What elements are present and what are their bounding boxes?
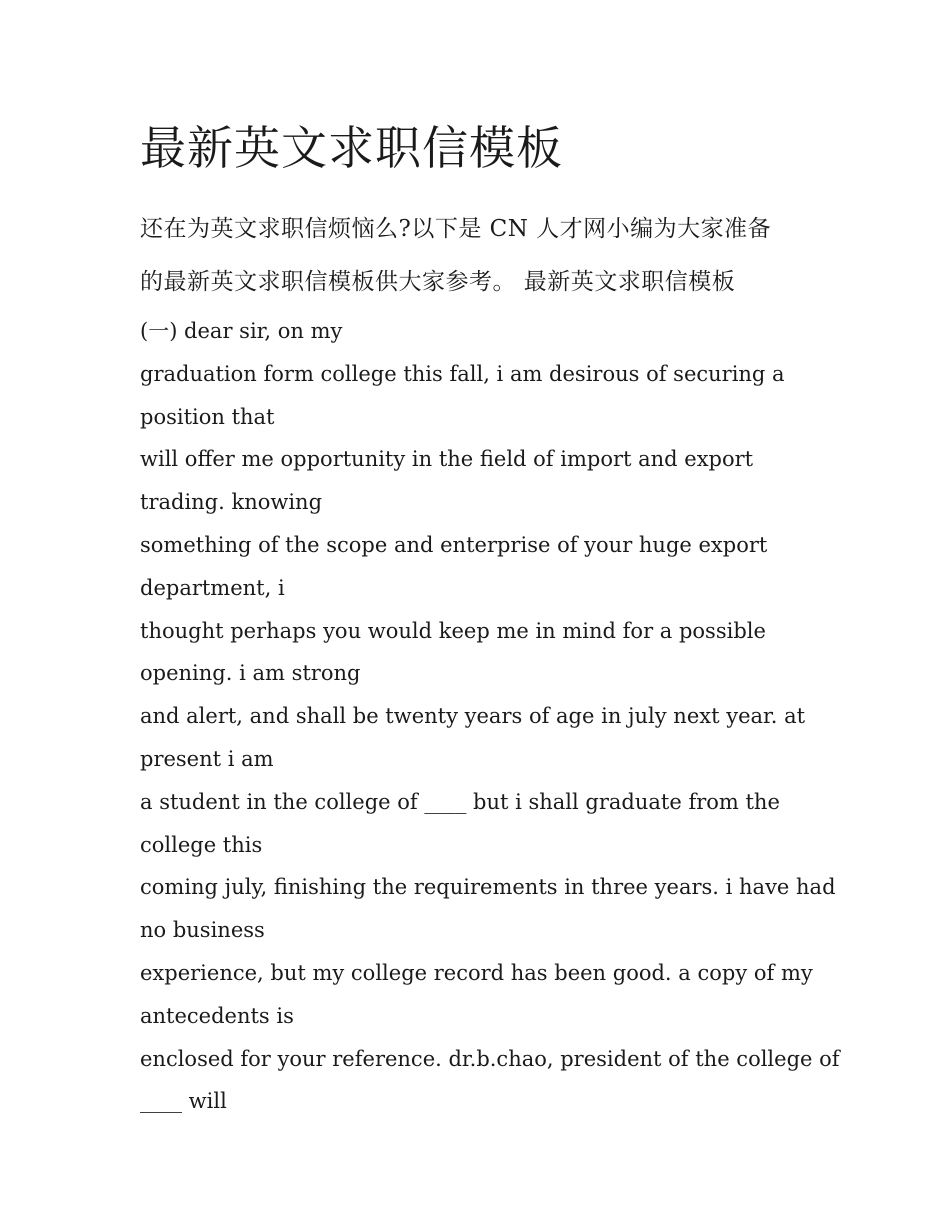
- body-line: graduation form college this fall, i am desirous of securing a: [140, 361, 785, 386]
- body-line: college this: [140, 832, 263, 857]
- body-line: antecedents is: [140, 1003, 294, 1028]
- body-line: a student in the college of ____ but i shall graduate from the: [140, 789, 780, 814]
- intro-line: 的最新英文求职信模板供大家参考。 最新英文求职信模板: [140, 269, 736, 295]
- body-line: will offer me opportunity in the field of import and export: [140, 447, 754, 472]
- body-line: present i am: [140, 746, 274, 771]
- body-line: position that: [140, 404, 275, 429]
- body-line: experience, but my college record has been good. a copy of my: [140, 960, 813, 985]
- body-line: (一) dear sir, on my: [140, 319, 343, 343]
- intro-paragraph: [140, 204, 820, 308]
- intro-line: 还在为英文求职信烦恼么?以下是 CN 人才网小编为大家准备: [140, 216, 772, 242]
- body-line: something of the scope and enterprise of your huge export: [140, 532, 768, 557]
- body-line: no business: [140, 918, 265, 943]
- letter-body: [140, 310, 840, 1123]
- body-line: and alert, and shall be twenty years of age in july next year. at: [140, 704, 806, 729]
- body-line: ____ will: [140, 1089, 227, 1114]
- body-line: trading. knowing: [140, 490, 323, 515]
- body-line: enclosed for your reference. dr.b.chao, president of the college of: [140, 1046, 840, 1071]
- body-line: opening. i am strong: [140, 661, 361, 686]
- document-page: [140, 110, 840, 1123]
- body-line: thought perhaps you would keep me in mind for a possible: [140, 618, 766, 643]
- body-line: coming july, finishing the requirements in three years. i have had: [140, 875, 836, 900]
- body-line: department, i: [140, 575, 285, 600]
- document-title: 最新英文求职信模板: [140, 121, 563, 175]
